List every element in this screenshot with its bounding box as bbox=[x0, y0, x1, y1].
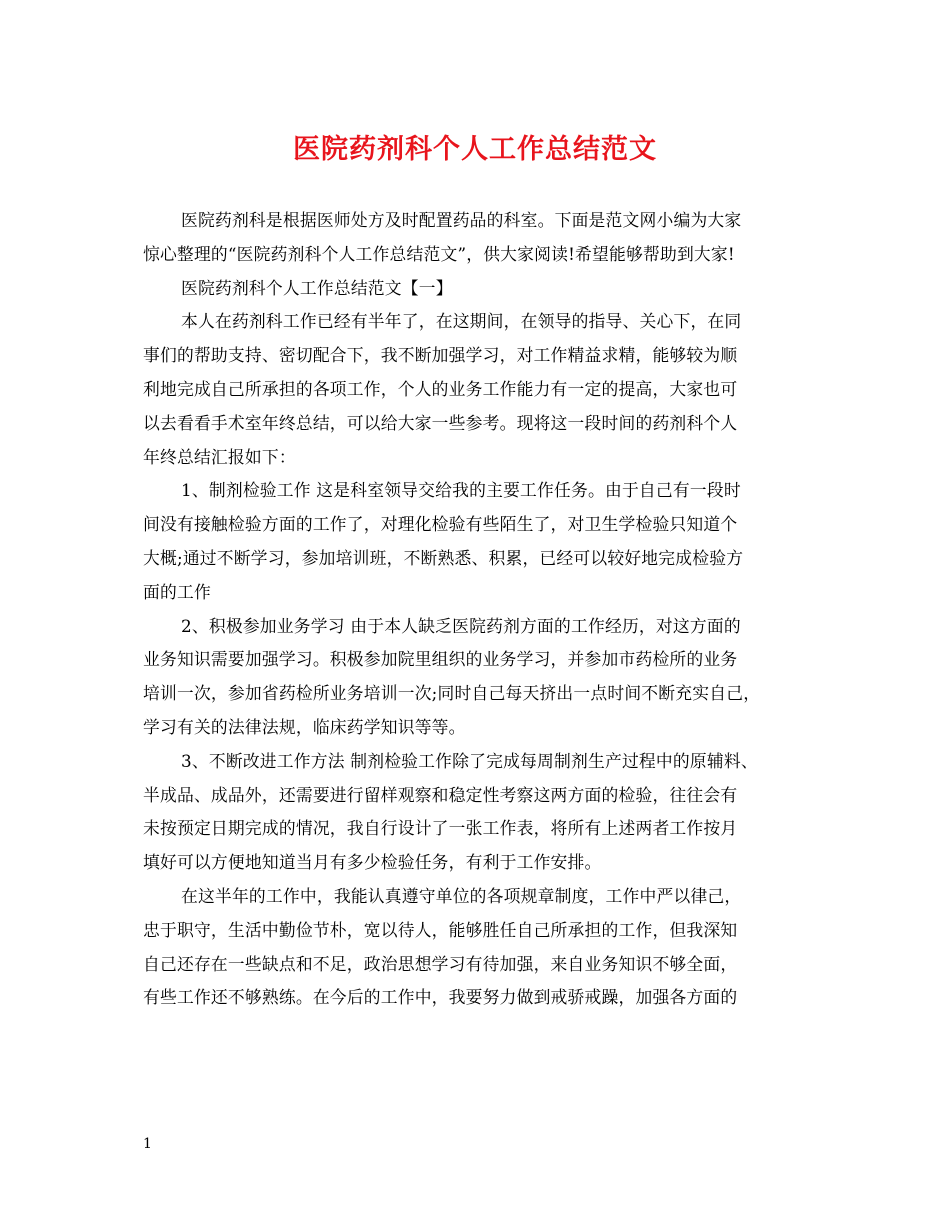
text-line: 惊心整理的“医院药剂科个人工作总结范文”，供大家阅读!希望能够帮助到大家! bbox=[143, 243, 735, 264]
text-line: 间没有接触检验方面的工作了，对理化检验有些陌生了，对卫生学检验只知道个 bbox=[143, 514, 738, 535]
text-line: 大概;通过不断学习，参加培训班，不断熟悉、积累，已经可以较好地完成检验方 bbox=[143, 547, 744, 568]
text-line: 业务知识需要加强学习。积极参加院里组织的业务学习，并参加市药检所的业务 bbox=[143, 649, 738, 670]
text-line: 忠于职守，生活中勤俭节朴，宽以待人，能够胜任自己所承担的工作，但我深知 bbox=[143, 919, 738, 940]
page-number: 1 bbox=[143, 1136, 152, 1152]
text-line: 自己还存在一些缺点和不足，政治思想学习有待加强，来自业务知识不够全面， bbox=[143, 953, 738, 974]
text-line: 医院药剂科是根据医师处方及时配置药品的科室。下面是范文网小编为大家 bbox=[181, 210, 742, 230]
text-line: 年终总结汇报如下： bbox=[143, 446, 296, 467]
text-line: 事们的帮助支持、密切配合下，我不断加强学习，对工作精益求精，能够较为顺 bbox=[143, 345, 738, 366]
text-line: 学习有关的法律法规，临床药学知识等等。 bbox=[143, 716, 466, 737]
document-title: 医院药剂科个人工作总结范文 bbox=[293, 134, 657, 165]
text-line: 1、制剂检验工作 这是科室领导交给我的主要工作任务。由于自己有一段时 bbox=[181, 480, 741, 501]
text-line: 医院药剂科个人工作总结范文【一】 bbox=[181, 277, 453, 298]
text-line: 2、积极参加业务学习 由于本人缺乏医院药剂方面的工作经历，对这方面的 bbox=[181, 615, 741, 636]
text-line: 面的工作 bbox=[143, 581, 211, 602]
text-line: 利地完成自己所承担的各项工作，个人的业务工作能力有一定的提高，大家也可 bbox=[143, 378, 738, 399]
text-line: 填好可以方便地知道当月有多少检验任务，有利于工作安排。 bbox=[143, 852, 602, 873]
text-line: 以去看看手术室年终总结，可以给大家一些参考。现将这一段时间的药剂科个人 bbox=[143, 412, 738, 433]
text-line: 未按预定日期完成的情况，我自行设计了一张工作表，将所有上述两者工作按月 bbox=[143, 818, 738, 839]
document-body bbox=[143, 204, 813, 1015]
text-line: 有些工作还不够熟练。在今后的工作中，我要努力做到戒骄戒躁，加强各方面的 bbox=[143, 987, 738, 1008]
text-line: 本人在药剂科工作已经有半年了，在这期间，在领导的指导、关心下，在同 bbox=[181, 311, 742, 332]
text-line: 3、不断改进工作方法 制剂检验工作除了完成每周制剂生产过程中的原辅料、 bbox=[181, 750, 758, 771]
text-line: 在这半年的工作中，我能认真遵守单位的各项规章制度，工作中严以律己， bbox=[181, 885, 742, 906]
text-line: 培训一次，参加省药检所业务培训一次;同时自己每天挤出一点时间不断充实自己， bbox=[143, 683, 761, 704]
text-line: 半成品、成品外，还需要进行留样观察和稳定性考察这两方面的检验，往往会有 bbox=[143, 784, 738, 805]
